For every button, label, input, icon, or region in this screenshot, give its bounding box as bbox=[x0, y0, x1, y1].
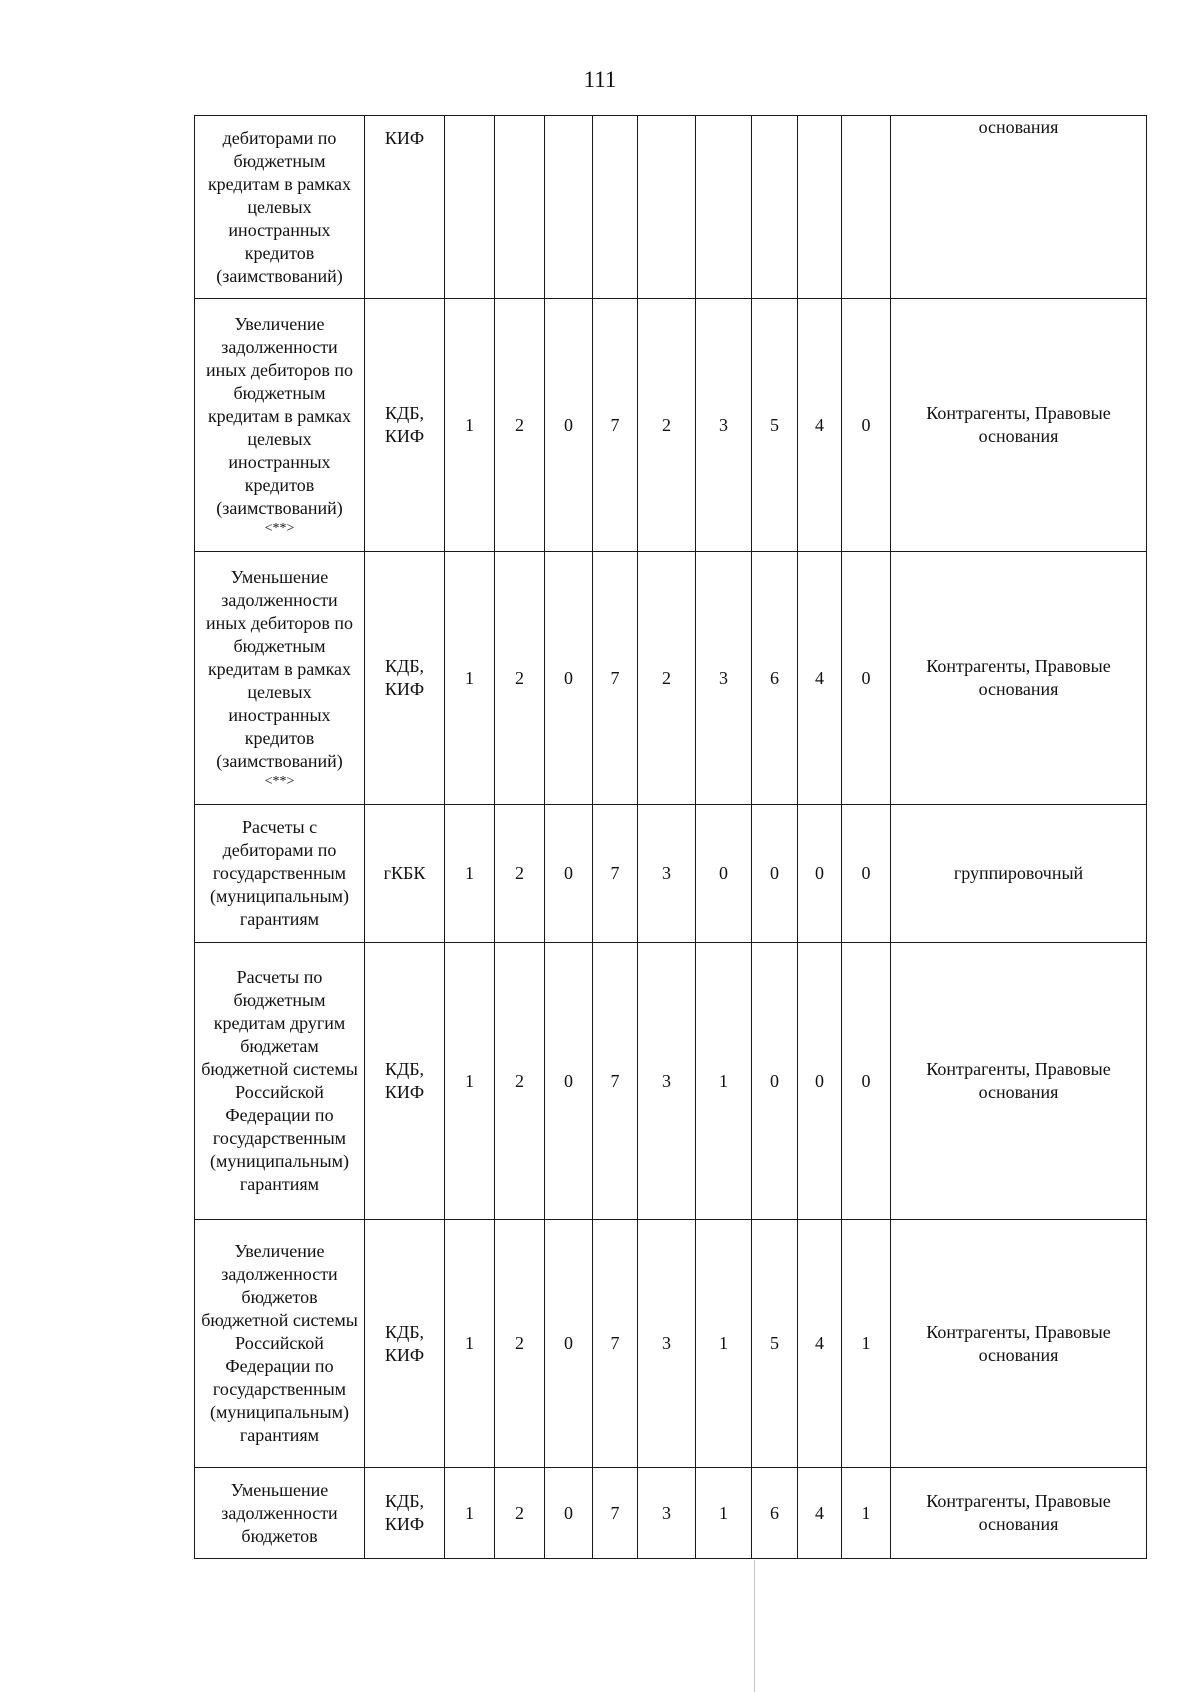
code-digit bbox=[495, 116, 545, 299]
analytics-basis: Контрагенты, Правовые основания bbox=[891, 943, 1147, 1220]
code-digit: 7 bbox=[593, 805, 638, 943]
code-digit: 0 bbox=[752, 805, 798, 943]
code-digit: 3 bbox=[696, 299, 752, 552]
code-digit: 2 bbox=[495, 552, 545, 805]
account-name: Увеличение задолженности бюджетов бюджетной системы Российской Федерации по государственным (муниципальным) гарантиям bbox=[195, 1220, 365, 1468]
code-digit: 0 bbox=[545, 299, 593, 552]
code-digit bbox=[638, 116, 696, 299]
code-digit: 2 bbox=[495, 805, 545, 943]
analytics-basis: Контрагенты, Правовые основания bbox=[891, 299, 1147, 552]
code-digit bbox=[842, 116, 891, 299]
code-digit: 0 bbox=[696, 805, 752, 943]
code-digit: 1 bbox=[696, 943, 752, 1220]
code-type: КДБ, КИФ bbox=[365, 1220, 445, 1468]
account-name: Расчеты по бюджетным кредитам другим бюджетам бюджетной системы Российской Федерации по государственным (муниципальным) гарантиям bbox=[195, 943, 365, 1220]
analytics-basis: Контрагенты, Правовые основания bbox=[891, 1468, 1147, 1559]
scan-artifact-line bbox=[754, 1560, 755, 1692]
code-digit: 6 bbox=[752, 552, 798, 805]
code-digit: 0 bbox=[798, 805, 842, 943]
analytics-basis: основания bbox=[891, 116, 1147, 299]
code-digit bbox=[445, 116, 495, 299]
code-digit: 4 bbox=[798, 299, 842, 552]
code-digit: 1 bbox=[445, 299, 495, 552]
code-digit: 7 bbox=[593, 1220, 638, 1468]
code-digit: 6 bbox=[752, 1468, 798, 1559]
analytics-basis: Контрагенты, Правовые основания bbox=[891, 552, 1147, 805]
page-number: 111 bbox=[583, 67, 617, 92]
table-row bbox=[195, 299, 1147, 552]
code-digit bbox=[696, 116, 752, 299]
code-digit: 1 bbox=[445, 1220, 495, 1468]
code-digit: 1 bbox=[842, 1468, 891, 1559]
code-digit: 4 bbox=[798, 1220, 842, 1468]
code-digit: 2 bbox=[495, 1468, 545, 1559]
code-type: КИФ bbox=[365, 116, 445, 299]
table-row bbox=[195, 943, 1147, 1220]
code-digit: 4 bbox=[798, 1468, 842, 1559]
code-digit: 1 bbox=[445, 1468, 495, 1559]
account-name: Уменьшение задолженности бюджетов bbox=[195, 1468, 365, 1559]
account-name: Увеличение задолженности иных дебиторов по бюджетным кредитам в рамках целевых иностранных кредитов (заимствований) <**> bbox=[195, 299, 365, 552]
code-digit: 4 bbox=[798, 552, 842, 805]
code-digit: 0 bbox=[545, 552, 593, 805]
table-row bbox=[195, 116, 1147, 299]
account-name: дебиторами по бюджетным кредитам в рамках целевых иностранных кредитов (заимствований) bbox=[195, 116, 365, 299]
table-row bbox=[195, 552, 1147, 805]
code-digit: 0 bbox=[842, 552, 891, 805]
code-digit: 7 bbox=[593, 552, 638, 805]
code-digit bbox=[545, 116, 593, 299]
code-digit: 3 bbox=[638, 1468, 696, 1559]
code-digit: 0 bbox=[545, 1468, 593, 1559]
footnote-ref: <**> bbox=[264, 520, 295, 536]
code-digit: 1 bbox=[842, 1220, 891, 1468]
code-digit: 0 bbox=[842, 299, 891, 552]
code-digit: 2 bbox=[638, 552, 696, 805]
code-digit: 7 bbox=[593, 1468, 638, 1559]
code-digit: 1 bbox=[445, 552, 495, 805]
code-digit bbox=[798, 116, 842, 299]
code-digit: 0 bbox=[545, 1220, 593, 1468]
code-digit: 0 bbox=[842, 805, 891, 943]
code-digit: 1 bbox=[445, 805, 495, 943]
code-digit bbox=[752, 116, 798, 299]
code-type: КДБ, КИФ bbox=[365, 299, 445, 552]
code-type: КДБ, КИФ bbox=[365, 1468, 445, 1559]
code-digit: 0 bbox=[545, 943, 593, 1220]
accounts-table bbox=[194, 115, 1147, 1559]
code-digit: 7 bbox=[593, 943, 638, 1220]
code-digit: 5 bbox=[752, 1220, 798, 1468]
code-digit: 2 bbox=[495, 299, 545, 552]
code-type: КДБ, КИФ bbox=[365, 943, 445, 1220]
code-digit: 1 bbox=[445, 943, 495, 1220]
code-digit: 5 bbox=[752, 299, 798, 552]
footnote-ref: <**> bbox=[264, 773, 295, 789]
code-digit: 2 bbox=[495, 943, 545, 1220]
table-row bbox=[195, 805, 1147, 943]
code-digit: 3 bbox=[696, 552, 752, 805]
table-body bbox=[195, 116, 1147, 1559]
code-digit: 0 bbox=[842, 943, 891, 1220]
code-digit: 1 bbox=[696, 1220, 752, 1468]
code-digit bbox=[593, 116, 638, 299]
code-type: КДБ, КИФ bbox=[365, 552, 445, 805]
code-digit: 1 bbox=[696, 1468, 752, 1559]
table-row bbox=[195, 1220, 1147, 1468]
code-digit: 0 bbox=[752, 943, 798, 1220]
code-type: гКБК bbox=[365, 805, 445, 943]
code-digit: 7 bbox=[593, 299, 638, 552]
code-digit: 3 bbox=[638, 1220, 696, 1468]
code-digit: 3 bbox=[638, 805, 696, 943]
code-digit: 3 bbox=[638, 943, 696, 1220]
analytics-basis: Контрагенты, Правовые основания bbox=[891, 1220, 1147, 1468]
code-digit: 0 bbox=[798, 943, 842, 1220]
code-digit: 2 bbox=[495, 1220, 545, 1468]
code-digit: 2 bbox=[638, 299, 696, 552]
code-digit: 0 bbox=[545, 805, 593, 943]
table-row bbox=[195, 1468, 1147, 1559]
account-name: Расчеты с дебиторами по государственным (муниципальным) гарантиям bbox=[195, 805, 365, 943]
analytics-basis: группировочный bbox=[891, 805, 1147, 943]
account-name: Уменьшение задолженности иных дебиторов по бюджетным кредитам в рамках целевых иностранных кредитов (заимствований) <**> bbox=[195, 552, 365, 805]
